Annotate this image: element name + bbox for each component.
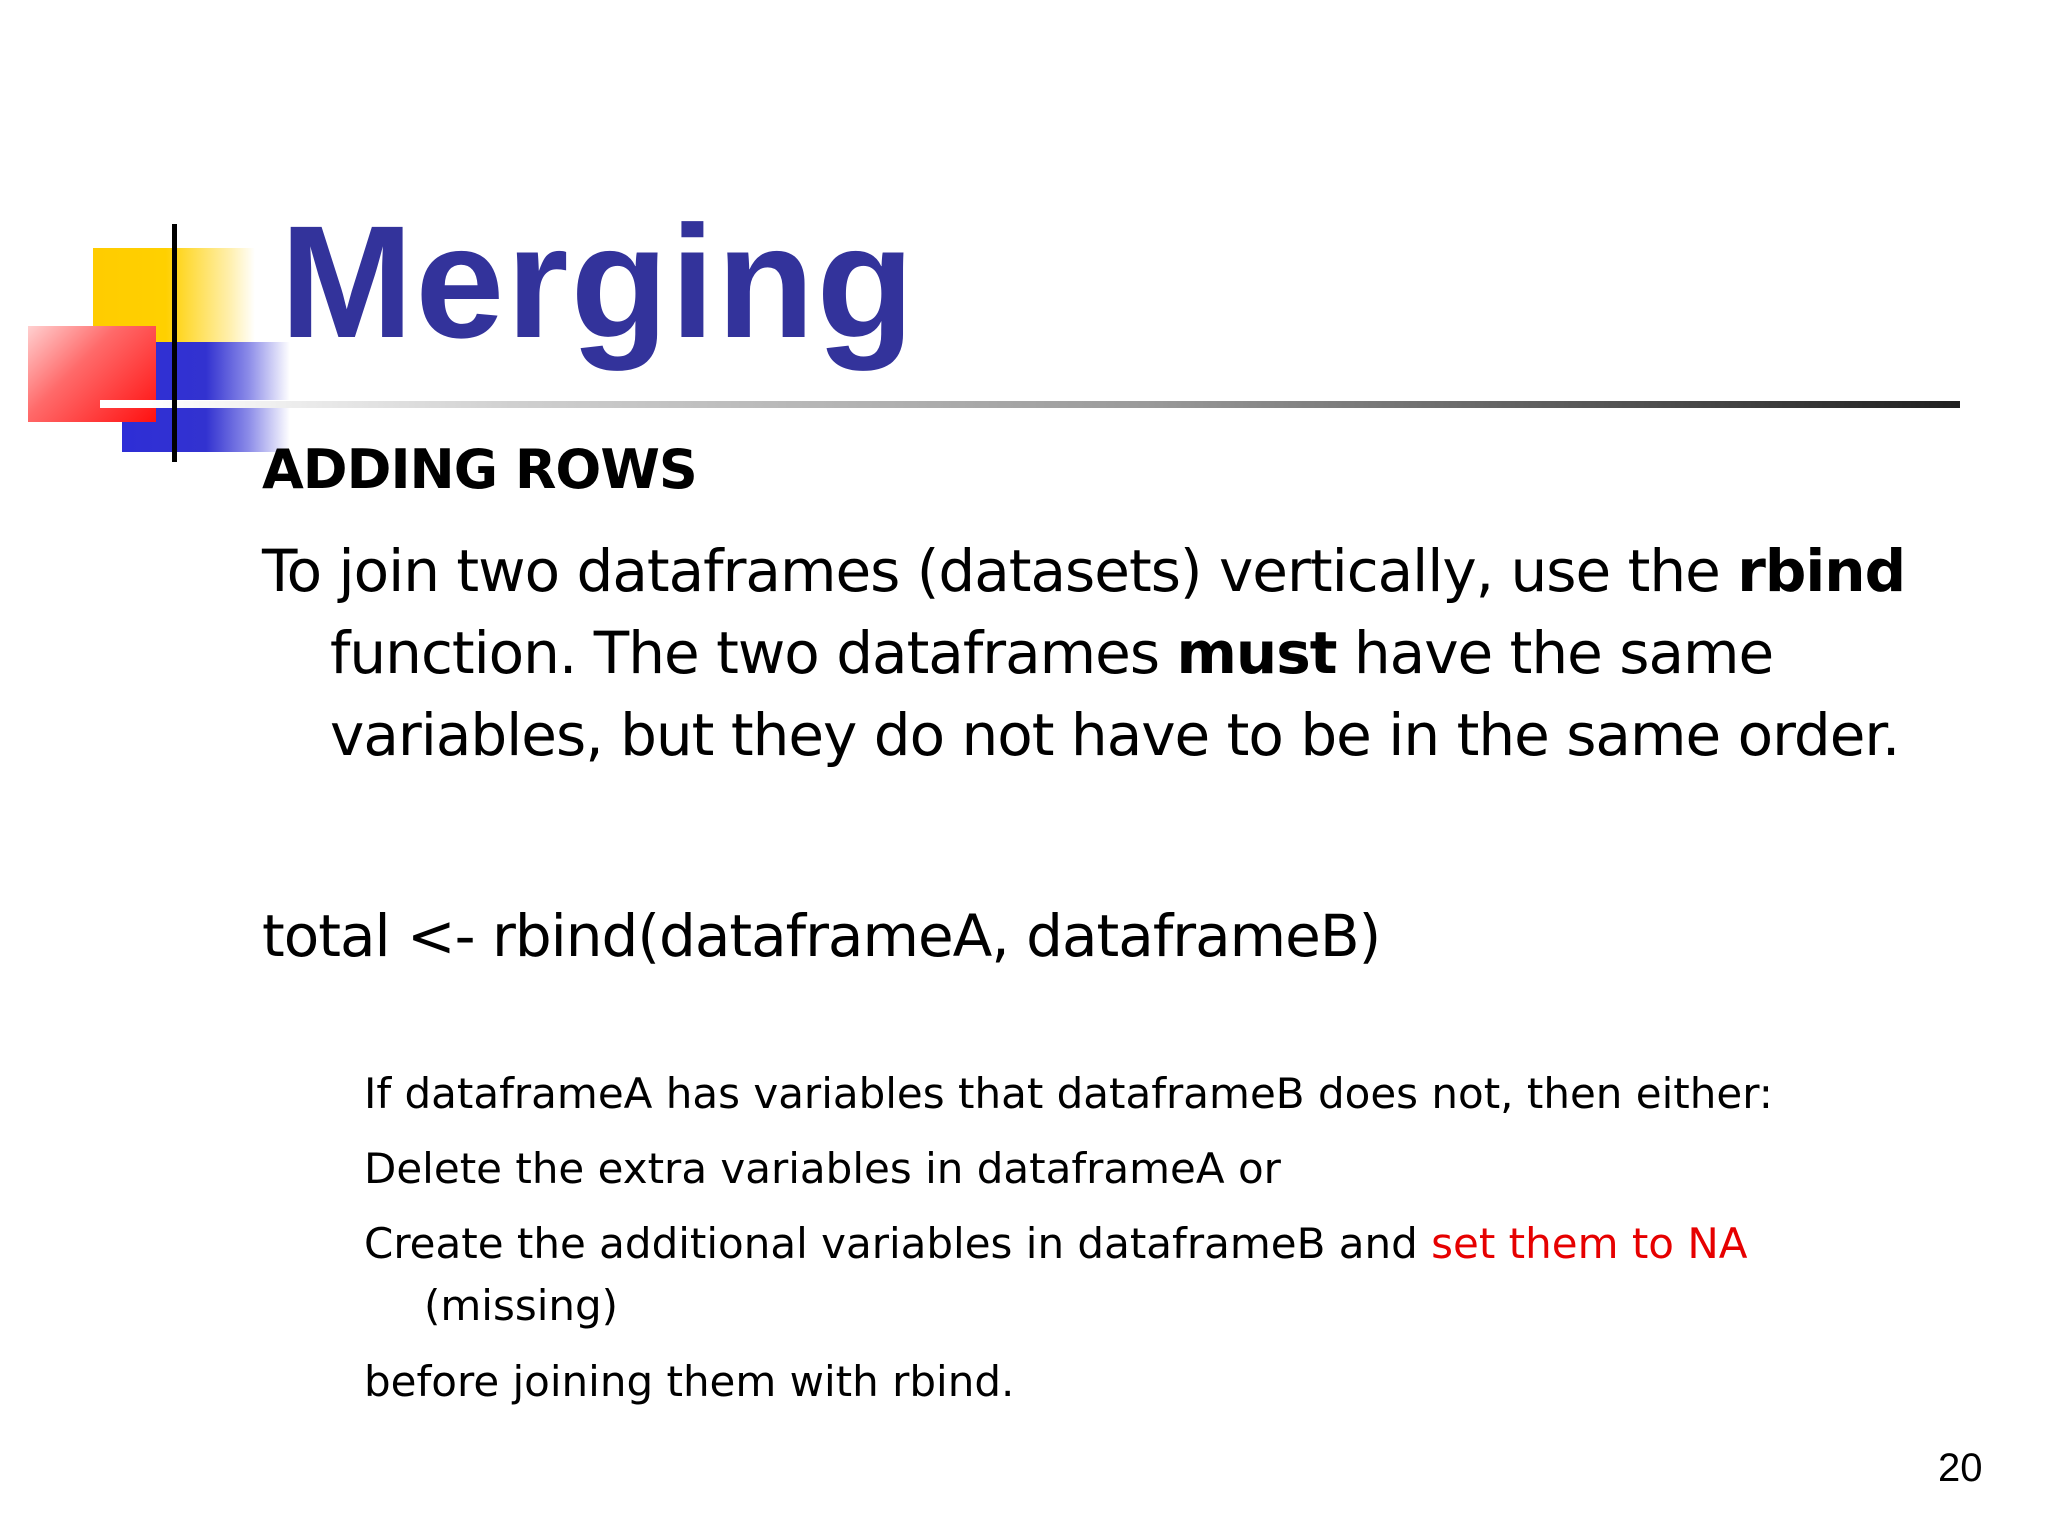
note-line-1: If dataframeA has variables that dataframeB does not, then either: <box>364 1069 1773 1118</box>
note-line-3-continued: (missing) <box>424 1281 619 1330</box>
logo-vertical-line <box>172 224 177 462</box>
paragraph-line-3: variables, but they do not have to be in the same order. <box>330 701 1900 769</box>
paragraph-line-2 <box>330 612 1773 694</box>
highlighted-text: set them to NA <box>1431 1219 1748 1268</box>
code-example: total <- rbind(dataframeA, dataframeB) <box>262 902 1381 970</box>
title-underline-rule <box>150 401 1960 408</box>
section-heading: ADDING ROWS <box>262 438 697 501</box>
bold-keyword-rbind: rbind <box>1737 537 1906 605</box>
note-text: Create the additional variables in dataframeB and <box>364 1219 1432 1268</box>
bold-keyword-must: must <box>1176 619 1337 687</box>
paragraph-text: To join two dataframes (datasets) vertically, use the <box>262 537 1738 605</box>
note-line-4: before joining them with rbind. <box>364 1357 1015 1406</box>
note-line-3 <box>364 1212 1748 1276</box>
paragraph-line-1 <box>262 530 1905 612</box>
note-line-2: Delete the extra variables in dataframeA or <box>364 1144 1281 1193</box>
slide-title: Merging <box>280 192 917 371</box>
paragraph-text: function. The two dataframes <box>330 619 1177 687</box>
paragraph-text: have the same <box>1336 619 1774 687</box>
page-number: 20 <box>1938 1446 1983 1490</box>
